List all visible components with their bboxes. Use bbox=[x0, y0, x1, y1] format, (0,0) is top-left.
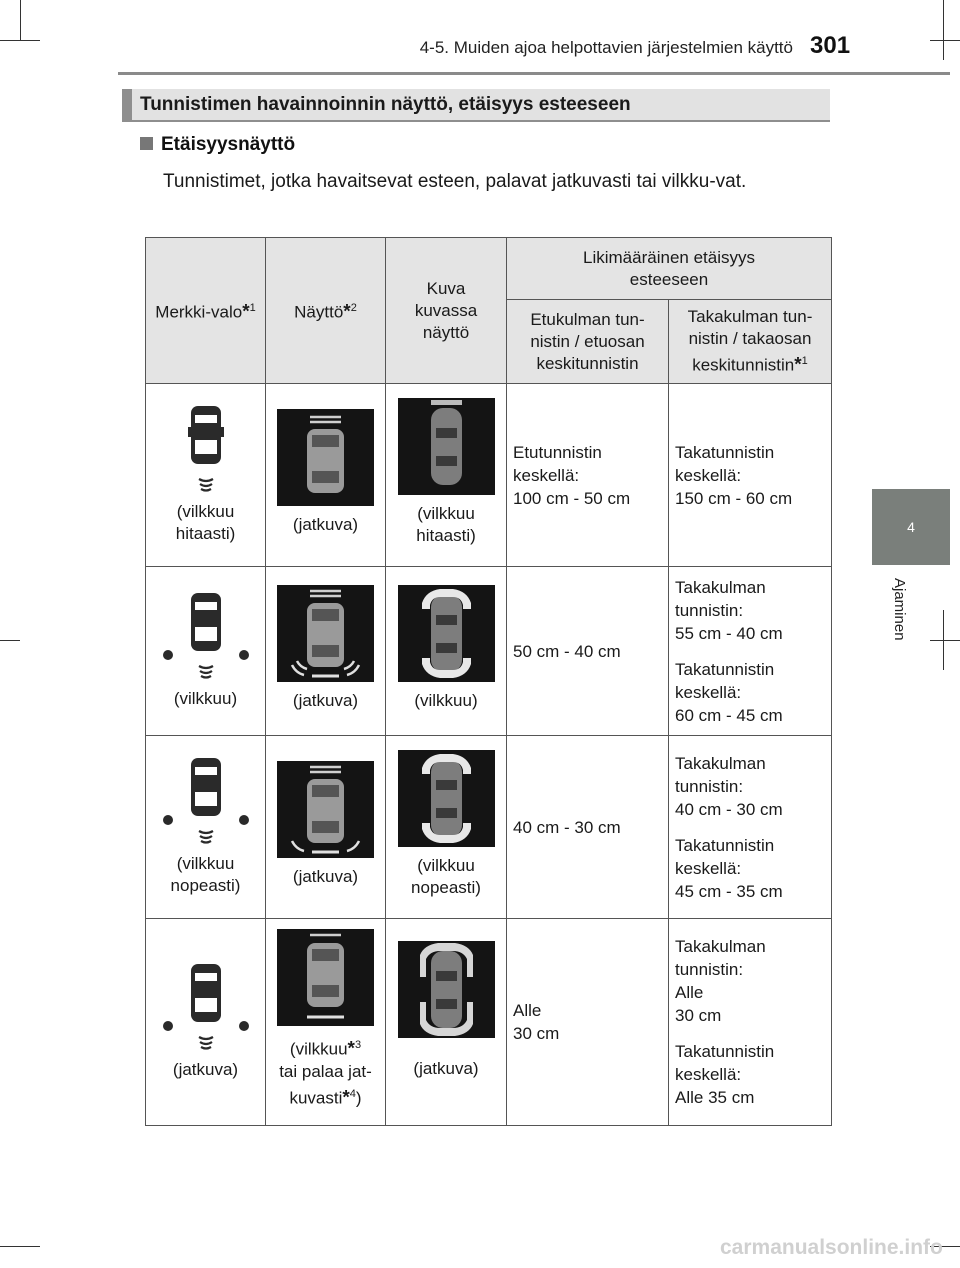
parking-sensor-display-icon bbox=[277, 761, 374, 858]
sedan-sensor-display-icon bbox=[398, 585, 495, 682]
indicator-cell bbox=[146, 919, 266, 1126]
header-rear-sensor: Takakulman tun-nistin / takaosan keskitunnistin*$^1$ bbox=[669, 300, 832, 384]
chapter-label: Ajaminen bbox=[891, 578, 908, 641]
table-row bbox=[146, 736, 832, 919]
distance-table bbox=[145, 237, 832, 1126]
front-distance-cell: 40 cm - 30 cm bbox=[507, 736, 669, 919]
rear-distance-cell: Takatunnistin keskellä: 150 cm - 60 cm bbox=[669, 384, 832, 567]
indicator-caption: (vilkkuu hitaasti) bbox=[175, 501, 236, 543]
image-display-cell bbox=[386, 384, 507, 567]
car-top-view-icon bbox=[156, 587, 256, 682]
header-rule bbox=[118, 72, 950, 75]
image-caption: (vilkkuu) bbox=[414, 690, 478, 710]
image-caption: (vilkkuu hitaasti) bbox=[416, 503, 476, 545]
car-top-view-icon bbox=[156, 958, 256, 1053]
chapter-number: 4 bbox=[907, 519, 915, 535]
parking-sensor-display-icon bbox=[277, 929, 374, 1026]
car-top-view-icon bbox=[156, 752, 256, 847]
display-caption: (vilkkuu*$^3$ tai palaa jat-kuvasti*$^4$) bbox=[279, 1038, 372, 1109]
sensor-dot-icon bbox=[239, 815, 249, 825]
watermark: carmanualsonline.info bbox=[720, 1236, 943, 1259]
indicator-cell bbox=[146, 567, 266, 736]
parking-sensor-display-icon bbox=[277, 585, 374, 682]
subheading bbox=[140, 134, 295, 156]
display-cell bbox=[266, 567, 386, 736]
image-caption: (jatkuva) bbox=[413, 1058, 479, 1078]
sensor-dot-icon bbox=[163, 815, 173, 825]
front-distance-cell: Etutunnistin keskellä: 100 cm - 50 cm bbox=[507, 384, 669, 567]
table-row bbox=[146, 919, 832, 1126]
header-distance-group: Likimääräinen etäisyys esteeseen bbox=[507, 238, 832, 300]
rear-distance-cell: Takakulman tunnistin: 40 cm - 30 cm Takatunnistin keskellä: 45 cm - 35 cm bbox=[669, 736, 832, 919]
indicator-cell bbox=[146, 384, 266, 567]
sedan-sensor-display-icon bbox=[398, 941, 495, 1038]
chapter-tab bbox=[872, 489, 950, 565]
image-display-cell bbox=[386, 736, 507, 919]
indicator-cell bbox=[146, 736, 266, 919]
indicator-caption: (vilkkuu) bbox=[173, 688, 238, 708]
body-paragraph: Tunnistimet, jotka havaitsevat esteen, palavat jatkuvasti tai vilkku-vat. bbox=[163, 171, 747, 192]
display-caption: (jatkuva) bbox=[292, 866, 359, 886]
sensor-dot-icon bbox=[163, 1021, 173, 1031]
display-cell bbox=[266, 736, 386, 919]
indicator-caption: (vilkkuu nopeasti) bbox=[170, 853, 241, 895]
parking-sensor-display-icon bbox=[277, 409, 374, 506]
rear-distance-cell: Takakulman tunnistin: 55 cm - 40 cm Takatunnistin keskellä: 60 cm - 45 cm bbox=[669, 567, 832, 736]
display-caption: (jatkuva) bbox=[292, 514, 359, 534]
image-display-cell bbox=[386, 567, 507, 736]
image-display-cell bbox=[386, 919, 507, 1126]
header-image-display: Kuva kuvassa näyttö bbox=[386, 238, 507, 384]
display-cell bbox=[266, 384, 386, 567]
car-top-view-icon bbox=[161, 400, 251, 495]
sedan-sensor-display-icon bbox=[398, 750, 495, 847]
section-heading: Tunnistimen havainnoinnin näyttö, etäisyys esteeseen bbox=[122, 89, 830, 122]
sensor-dot-icon bbox=[163, 650, 173, 660]
front-distance-cell: Alle 30 cm bbox=[507, 919, 669, 1126]
display-caption: (jatkuva) bbox=[292, 690, 359, 710]
image-caption: (vilkkuu nopeasti) bbox=[411, 855, 481, 897]
table-row bbox=[146, 567, 832, 736]
header-display: Näyttö*$^2$ bbox=[266, 238, 386, 384]
rear-distance-cell: Takakulman tunnistin: Alle 30 cm Takatunnistin keskellä: Alle 35 cm bbox=[669, 919, 832, 1126]
indicator-caption: (jatkuva) bbox=[172, 1059, 239, 1079]
header-front-sensor: Etukulman tun-nistin / etuosan keskitunnistin bbox=[507, 300, 669, 384]
sensor-dot-icon bbox=[239, 1021, 249, 1031]
subheading-text: Etäisyysnäyttö bbox=[161, 134, 296, 155]
square-bullet-icon bbox=[140, 137, 153, 150]
display-cell bbox=[266, 919, 386, 1126]
page-number: 301 bbox=[810, 32, 851, 59]
front-distance-cell: 50 cm - 40 cm bbox=[507, 567, 669, 736]
sedan-sensor-display-icon bbox=[398, 398, 495, 495]
running-header: 4-5. Muiden ajoa helpottavien järjestelmien käyttö bbox=[419, 38, 793, 57]
sensor-dot-icon bbox=[239, 650, 249, 660]
table-row bbox=[146, 384, 832, 567]
header-indicator: Merkki-valo*$^1$ bbox=[146, 238, 266, 384]
